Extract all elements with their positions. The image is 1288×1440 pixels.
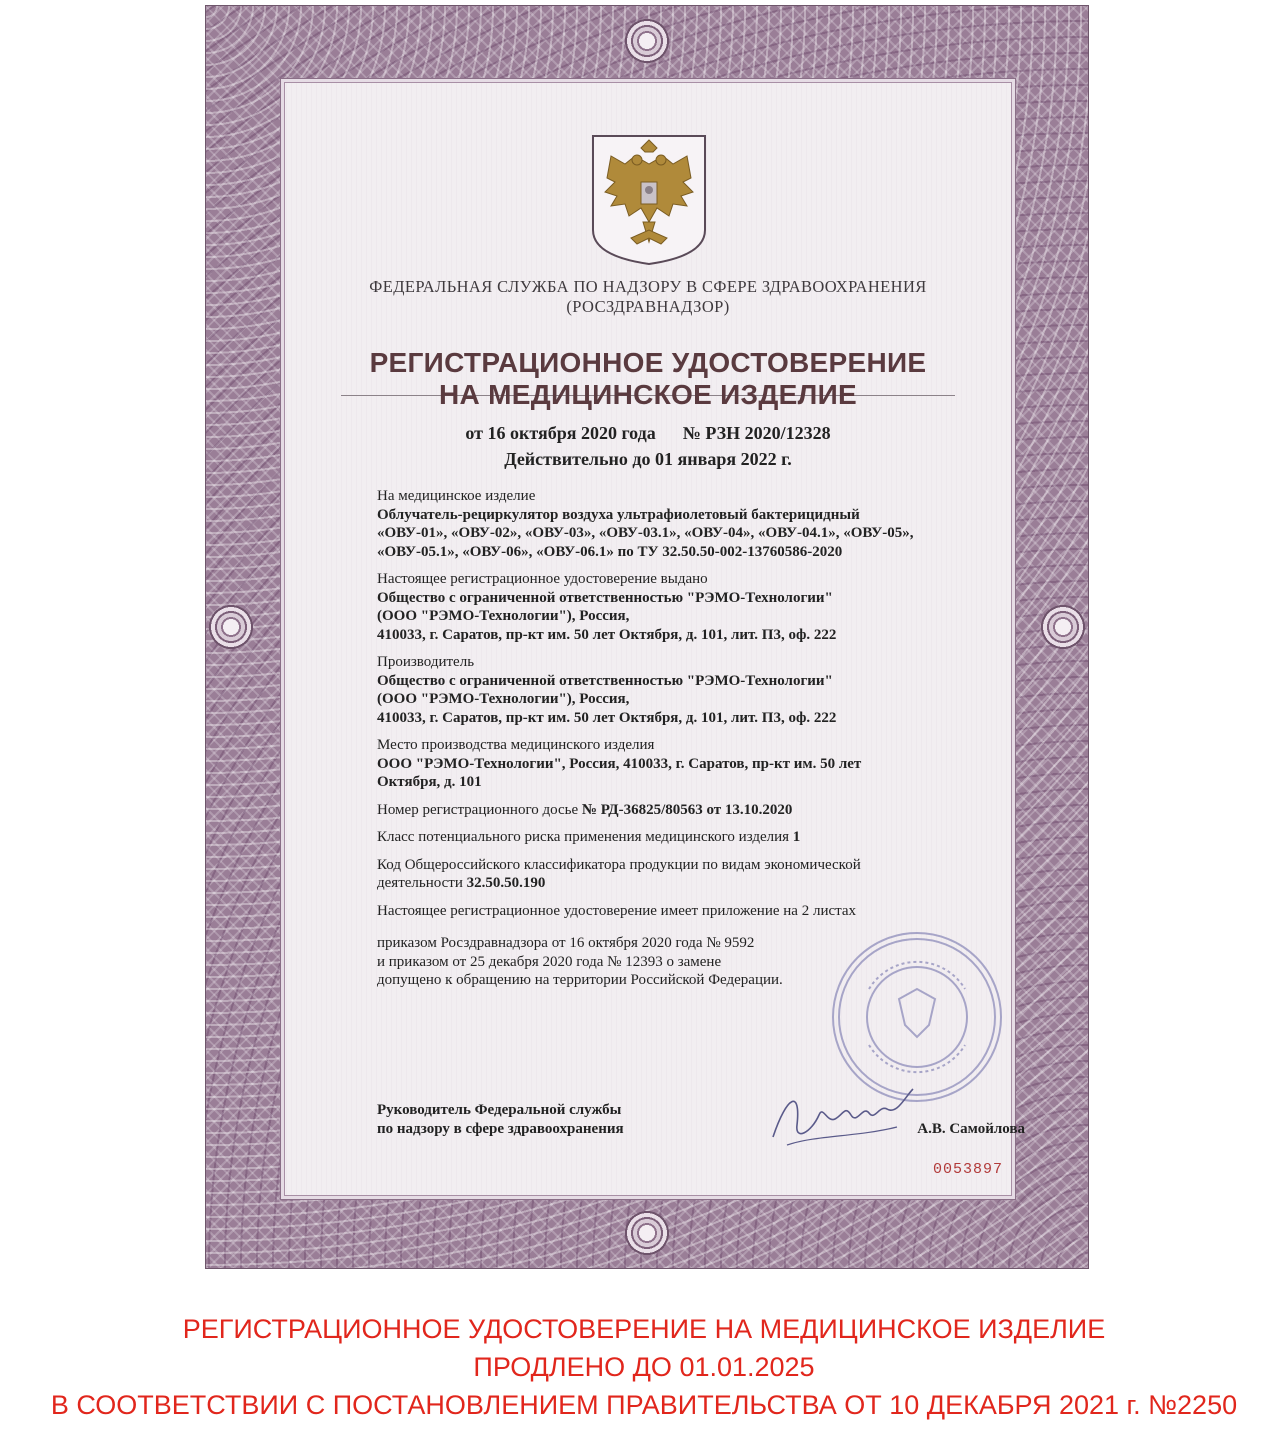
okpd-line1: Код Общероссийского классификатора продукции по видам экономической [377, 856, 861, 873]
certificate-validity: Действительно до 01 января 2022 г. [504, 449, 792, 469]
serial-number: 0053897 [932, 1161, 1003, 1178]
okpd-label: деятельности [377, 875, 463, 891]
okpd-value: 32.50.50.190 [466, 875, 546, 891]
okpd-section [377, 856, 1017, 893]
dossier-value: № РД-36825/80563 от 13.10.2020 [581, 801, 793, 818]
place-line1: ООО "РЭМО-Технологии", Россия, 410033, г. Саратов, пр-кт им. 50 лет [377, 755, 862, 772]
order-line3: допущено к обращению на территории Российской Федерации. [377, 972, 783, 988]
issued-line2: (ООО "РЭМО-Технологии"), Россия, [377, 608, 630, 624]
footer-line2: ПРОДЛЕНО ДО 01.01.2025 [473, 1352, 815, 1382]
device-line1: Облучатель-рециркулятор воздуха ультрафиолетовый бактерицидный [377, 506, 860, 523]
dossier-section [377, 801, 1017, 820]
issued-section [377, 570, 1017, 644]
head-line1: Руководитель Федеральной службы [377, 1102, 622, 1118]
signature-block [377, 1101, 1025, 1138]
emblem-icon [591, 134, 707, 266]
title-line2: НА МЕДИЦИНСКОЕ ИЗДЕЛИЕ [439, 379, 857, 410]
certificate-date: от 16 октября 2020 года [465, 423, 656, 443]
risk-value: 1 [792, 829, 801, 845]
footer-line3: В СООТВЕТСТВИИ С ПОСТАНОВЛЕНИЕМ ПРАВИТЕЛЬСТВА ОТ 10 ДЕКАБРЯ 2021 г. №2250 [50, 1390, 1238, 1420]
place-line2: Октября, д. 101 [377, 774, 482, 790]
agency-name-line2: (РОСЗДРАВНАДЗОР) [566, 297, 730, 316]
place-label: Место производства медицинского изделия [377, 737, 655, 753]
certificate-body [377, 487, 1017, 999]
order-line2: и приказом от 25 декабря 2020 года № 12393 о замене [377, 953, 722, 970]
frame-rosette-top [620, 14, 674, 68]
signatory-name: А.В. Самойлова [917, 1120, 1025, 1137]
footer-line1: РЕГИСТРАЦИОННОЕ УДОСТОВЕРЕНИЕ НА МЕДИЦИНСКОЕ ИЗДЕЛИЕ [182, 1314, 1106, 1344]
risk-section [377, 828, 1017, 847]
frame-rosette-left [204, 600, 258, 654]
frame-rosette-right [1036, 600, 1090, 654]
certificate-title [281, 347, 1015, 411]
agency-name-line1: ФЕДЕРАЛЬНАЯ СЛУЖБА ПО НАДЗОРУ В СФЕРЕ ЗДРАВООХРАНЕНИЯ [369, 277, 927, 296]
certificate-number: № РЗН 2020/12328 [682, 423, 831, 443]
issued-line3: 410033, г. Саратов, пр-кт им. 50 лет Октября, д. 101, лит. П3, оф. 222 [377, 626, 837, 643]
title-line1: РЕГИСТРАЦИОННОЕ УДОСТОВЕРЕНИЕ [369, 347, 927, 378]
appendix-text: Настоящее регистрационное удостоверение имеет приложение на 2 листах [377, 902, 857, 919]
certificate-date-number [281, 423, 1015, 444]
head-line2: по надзору в сфере здравоохранения [377, 1120, 624, 1137]
manufacturer-line1: Общество с ограниченной ответственностью "РЭМО-Технологии" [377, 672, 833, 689]
place-section [377, 736, 1017, 792]
frame-rosette-bottom [620, 1206, 674, 1260]
dossier-label: Номер регистрационного досье [377, 801, 579, 818]
issued-label: Настоящее регистрационное удостоверение выдано [377, 571, 708, 587]
head-line2-row [377, 1120, 1025, 1139]
device-line3: «ОВУ-05.1», «ОВУ-06», «ОВУ-06.1» по ТУ 32.50.50-002-13760586-2020 [377, 543, 843, 560]
manufacturer-label: Производитель [377, 654, 475, 670]
certificate-paper [280, 78, 1025, 1200]
manufacturer-line3: 410033, г. Саратов, пр-кт им. 50 лет Октября, д. 101, лит. П3, оф. 222 [377, 709, 837, 726]
issued-line1: Общество с ограниченной ответственностью "РЭМО-Технологии" [377, 589, 833, 606]
manufacturer-line2: (ООО "РЭМО-Технологии"), Россия, [377, 691, 630, 707]
device-line2: «ОВУ-01», «ОВУ-02», «ОВУ-03», «ОВУ-03.1», «ОВУ-04», «ОВУ-04.1», «ОВУ-05», [377, 525, 914, 541]
manufacturer-section [377, 653, 1017, 727]
footer-notice [0, 1310, 1288, 1424]
device-label: На медицинское изделие [377, 488, 536, 504]
agency-name [281, 277, 1015, 317]
certificate-frame [206, 6, 1088, 1268]
risk-label: Класс потенциального риска применения медицинского изделия [377, 829, 790, 845]
order-line1: приказом Росздравнадзора от 16 октября 2020 года № 9592 [377, 935, 755, 951]
appendix-section [377, 902, 1017, 921]
device-section [377, 487, 1017, 561]
